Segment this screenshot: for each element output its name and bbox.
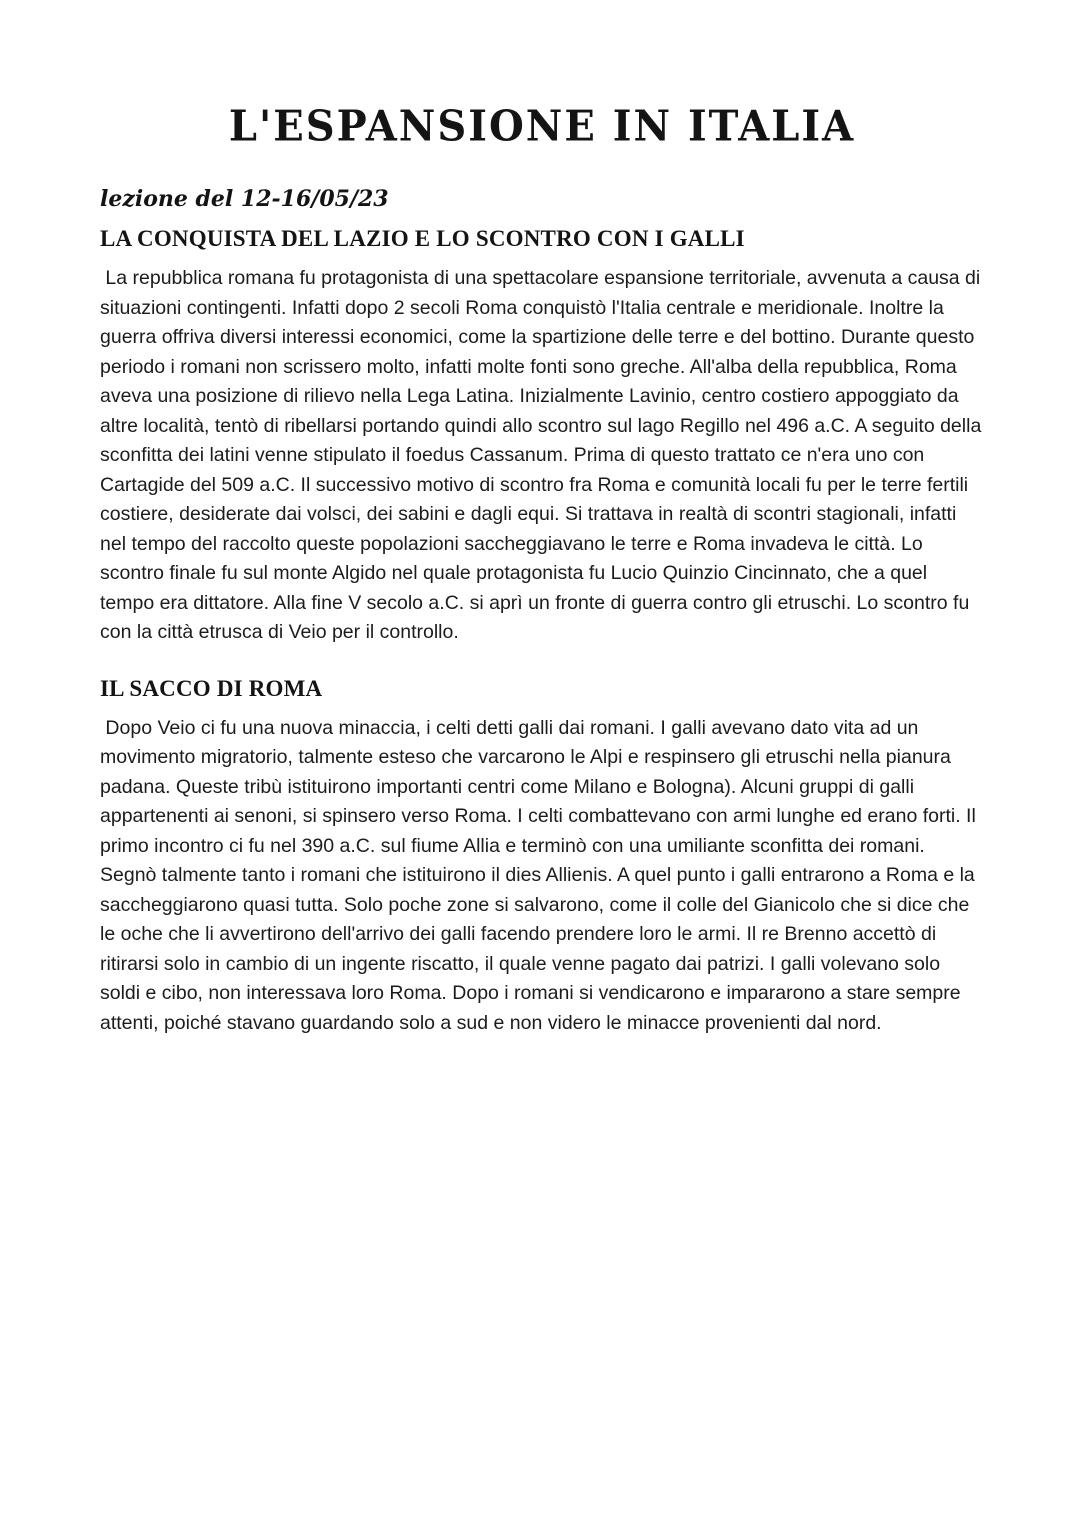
- section-conquista-lazio: [100, 226, 987, 648]
- section-body: Dopo Veio ci fu una nuova minaccia, i celti detti galli dai romani. I galli avevano dato vita ad un movimento migratorio, talmente esteso che varcarono le Alpi e respinsero gli etruschi nella pianura padana. Queste tribù istituirono importanti centri come Milano e Bologna). Alcuni gruppi di galli appartenenti ai senoni, si spinsero verso Roma. I celti combattevano con armi lunghe ed erano forti. Il primo incontro ci fu nel 390 a.C. sul fiume Allia e terminò con una umiliante sconfitta dei romani. Segnò talmente tanto i romani che istituirono il dies Allienis. A quel punto i galli entrarono a Roma e la saccheggiarono quasi tutta. Solo poche zone si salvarono, come il colle del Gianicolo che si dice che le oche che li avvertirono dell'arrivo dei galli facendo prendere loro le armi. Il re Brenno accettò di ritirarsi solo in cambio di un ingente riscatto, il quale venne pagato dai patrizi. I galli volevano solo soldi e cibo, non interessava loro Roma. Dopo i romani si vendicarono e impararono a stare sempre attenti, poiché stavano guardando solo a sud e non videro le minacce provenienti dal nord.: [100, 716, 982, 1034]
- section-heading: LA CONQUISTA DEL LAZIO E LO SCONTRO CON I GALLI: [100, 226, 745, 251]
- section-body: La repubblica romana fu protagonista di una spettacolare espansione territoriale, avvenuta a causa di situazioni contingenti. Infatti dopo 2 secoli Roma conquistò l'Italia centrale e meridionale. Inoltre la guerra offriva diversi interessi economici, come la spartizione delle terre e del bottino. Durante questo periodo i romani non scrissero molto, infatti molte fonti sono greche. All'alba della repubblica, Roma aveva una posizione di rilievo nella Lega Latina. Inizialmente Lavinio, centro costiero appoggiato da altre località, tentò di ribellarsi portando quindi allo scontro sul lago Regillo nel 496 a.C. A seguito della sconfitta dei latini venne stipulato il foedus Cassanum. Prima di questo trattato ce n'era uno con Cartagide del 509 a.C. Il successivo motivo di scontro fra Roma e comunità locali fu per le terre fertili costiere, desiderate dai volsci, dei sabini e dagli equi. Si trattava in realtà di scontri stagionali, infatti nel tempo del raccolto queste popolazioni saccheggiavano le terre e Roma invadeva le città. Lo scontro finale fu sul monte Algido nel quale protagonista fu Lucio Quinzio Cincinnato, che a quel tempo era dittatore. Alla fine V secolo a.C. si aprì un fronte di guerra contro gli etruschi. Lo scontro fu con la città etrusca di Veio per il controllo.: [100, 267, 987, 643]
- lesson-date: lezione del 12-16/05/23: [100, 186, 389, 212]
- section-sacco-di-roma: [100, 676, 984, 1039]
- document-title: L'ESPANSIONE IN ITALIA: [228, 101, 856, 152]
- section-heading: IL SACCO DI ROMA: [100, 675, 323, 701]
